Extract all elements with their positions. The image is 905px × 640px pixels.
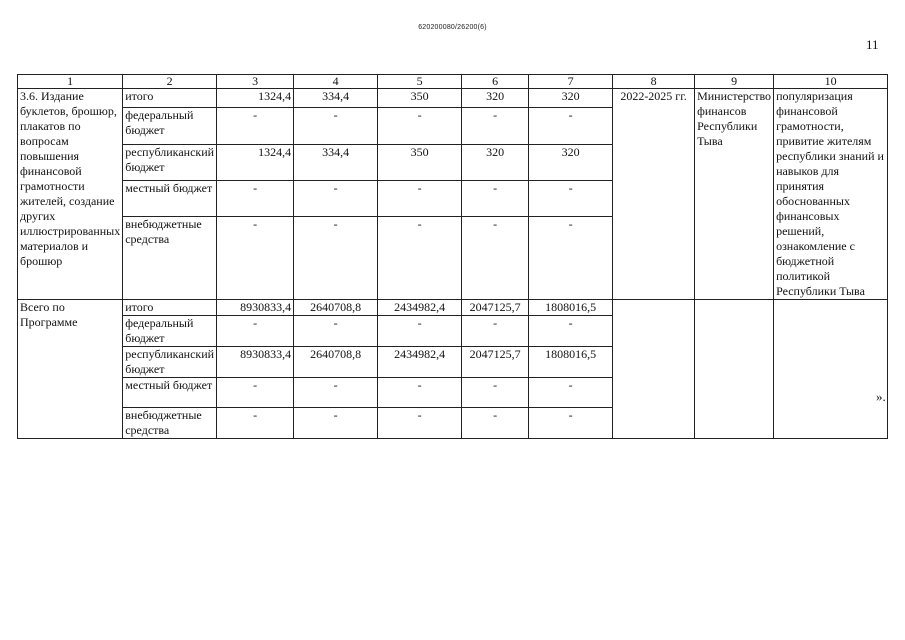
value-cell: - [294, 216, 378, 299]
source-cell: итого [123, 89, 217, 108]
value-cell: 350 [378, 89, 462, 108]
value-cell: 2434982,4 [378, 300, 462, 316]
value-cell: - [462, 181, 529, 217]
header-row [18, 75, 888, 89]
value-cell: - [378, 181, 462, 217]
header-cell: 9 [695, 75, 774, 89]
source-cell: внебюджетные средства [123, 216, 217, 299]
source-cell: местный бюджет [123, 378, 217, 408]
empty-cell [613, 300, 695, 439]
page-number: 11 [866, 37, 879, 52]
source-cell: федеральный бюджет [123, 107, 217, 144]
table-row [18, 89, 888, 108]
value-cell: 1324,4 [217, 89, 294, 108]
value-cell: - [462, 107, 529, 144]
value-cell: - [217, 378, 294, 408]
header-cell: 6 [462, 75, 529, 89]
value-cell: 334,4 [294, 144, 378, 181]
measure-name-cell: 3.6. Издание буклетов, брошюр, плакатов по вопросам повышения финансовой грамотности жителей, создание других иллюстрированных материалов и брошюр [18, 89, 123, 300]
source-cell: местный бюджет [123, 181, 217, 217]
source-cell: федеральный бюджет [123, 316, 217, 347]
result-cell: популяризация финансовой грамотности, привитие жителям республики знаний и навыков для принятия обоснованных финансовых решений, ознакомление с бюджетной политикой Республики Тыва [774, 89, 888, 300]
value-cell: - [294, 107, 378, 144]
value-cell: - [529, 216, 613, 299]
value-cell: - [378, 408, 462, 439]
value-cell: - [529, 181, 613, 217]
header-cell: 4 [294, 75, 378, 89]
header-cell: 2 [123, 75, 217, 89]
header-cell: 10 [774, 75, 888, 89]
source-cell: республиканский бюджет [123, 144, 217, 181]
value-cell: 2640708,8 [294, 347, 378, 378]
value-cell: 320 [462, 144, 529, 181]
header-cell: 5 [378, 75, 462, 89]
value-cell: - [529, 107, 613, 144]
value-cell: 334,4 [294, 89, 378, 108]
table-row [18, 300, 888, 316]
value-cell: - [462, 408, 529, 439]
value-cell: 1324,4 [217, 144, 294, 181]
value-cell: - [294, 181, 378, 217]
source-cell: итого [123, 300, 217, 316]
header-cell: 3 [217, 75, 294, 89]
value-cell: - [378, 316, 462, 347]
empty-cell [774, 300, 888, 439]
executor-cell: Министерство финансов Республики Тыва [695, 89, 774, 300]
value-cell: - [462, 316, 529, 347]
value-cell: - [217, 216, 294, 299]
value-cell: - [294, 316, 378, 347]
value-cell: - [217, 181, 294, 217]
value-cell: - [294, 378, 378, 408]
value-cell: - [462, 216, 529, 299]
value-cell: 2047125,7 [462, 347, 529, 378]
header-cell: 1 [18, 75, 123, 89]
value-cell: 350 [378, 144, 462, 181]
value-cell: - [378, 216, 462, 299]
value-cell: 320 [529, 89, 613, 108]
value-cell: 2047125,7 [462, 300, 529, 316]
closing-quote: ». [876, 389, 886, 404]
value-cell: - [378, 107, 462, 144]
program-table [17, 74, 888, 439]
empty-cell [695, 300, 774, 439]
program-total-cell: Всего по Программе [18, 300, 123, 439]
value-cell: - [294, 408, 378, 439]
value-cell: 1808016,5 [529, 300, 613, 316]
value-cell: - [529, 408, 613, 439]
value-cell: 8930833,4 [217, 347, 294, 378]
value-cell: 8930833,4 [217, 300, 294, 316]
value-cell: 320 [462, 89, 529, 108]
value-cell: - [462, 378, 529, 408]
period-cell: 2022-2025 гг. [613, 89, 695, 300]
source-cell: республиканский бюджет [123, 347, 217, 378]
value-cell: - [529, 378, 613, 408]
value-cell: - [529, 316, 613, 347]
value-cell: 1808016,5 [529, 347, 613, 378]
value-cell: 2434982,4 [378, 347, 462, 378]
value-cell: 320 [529, 144, 613, 181]
value-cell: - [217, 316, 294, 347]
value-cell: - [378, 378, 462, 408]
header-cell: 7 [529, 75, 613, 89]
source-cell: внебюджетные средства [123, 408, 217, 439]
document-code: 620200080/26200(6) [418, 24, 487, 31]
value-cell: - [217, 408, 294, 439]
value-cell: - [217, 107, 294, 144]
value-cell: 2640708,8 [294, 300, 378, 316]
header-cell: 8 [613, 75, 695, 89]
